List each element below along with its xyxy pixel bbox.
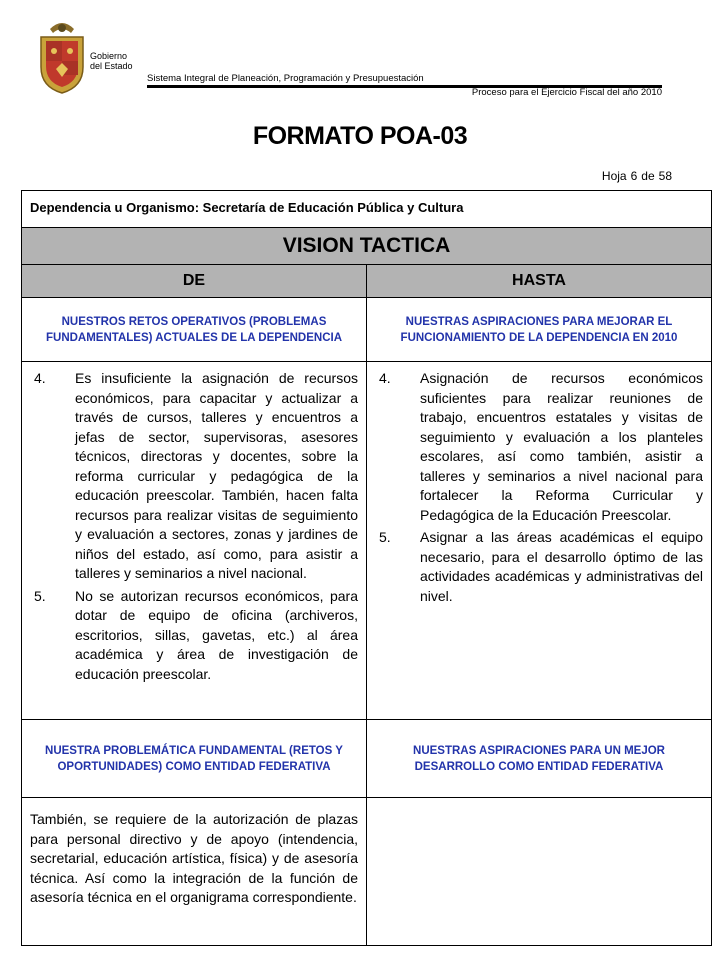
- column-from-header: DE: [22, 265, 367, 298]
- list-item: [30, 587, 358, 685]
- page-current: 6: [630, 169, 638, 183]
- challenges-list: [30, 369, 358, 684]
- government-line-1: Gobierno: [90, 51, 128, 61]
- government-label: [90, 51, 133, 71]
- item-number: 4.: [34, 370, 46, 386]
- federal-problems-cell: También, se requiere de la autorización de plazas para personal directivo y de apoyo (intendencia, secretarial, educación artística, física) y de asesoría técnica. Así como la integración de la función de asesoría técnica en el organigrama correspondiente.: [22, 798, 367, 946]
- list-item: [375, 528, 703, 606]
- item-text: Asignación de recursos económicos suficientes para realizar reuniones de trabajo, encuentros estatales y visitas de seguimiento y evaluación a los planteles escolares, así como también, asistir a talleres y seminarios a nivel nacional para fortalecer la Reforma Curricular y Pedagógica de la Educación Preescolar.: [420, 370, 703, 523]
- aspirations-2010-cell: [367, 362, 712, 720]
- system-name: Sistema Integral de Planeación, Programación y Presupuestación: [147, 73, 424, 84]
- aspirations-2010-heading: NUESTRAS ASPIRACIONES PARA MEJORAR EL FUNCIONAMIENTO DE LA DEPENDENCIA EN 2010: [367, 298, 712, 362]
- operational-challenges-cell: [22, 362, 367, 720]
- list-item: [375, 369, 703, 525]
- state-seal-logo: [36, 17, 88, 95]
- item-text: Es insuficiente la asignación de recursos económicos, para capacitar y actualizar a través de cursos, talleres y encuentros a jefas de sector, supervisoras, asesores técnicos, directoras y docentes, sobre la reforma curricular y pedagógica de la educación preescolar. También, hacen falta recursos para realizar visitas de seguimiento y evaluación a sectores, zonas y jardines de niños del estado, así como, para asistir a talleres y seminarios a nivel nacional.: [75, 370, 358, 581]
- federal-aspirations-heading: NUESTRAS ASPIRACIONES PARA UN MEJOR DESARROLLO COMO ENTIDAD FEDERATIVA: [367, 720, 712, 798]
- list-item: [30, 369, 358, 584]
- dependency-field: Dependencia u Organismo: Secretaría de Educación Pública y Cultura: [22, 191, 712, 228]
- item-number: 5.: [379, 529, 391, 545]
- government-line-2: del Estado: [90, 61, 133, 71]
- item-number: 5.: [34, 587, 46, 604]
- federal-problems-heading: NUESTRA PROBLEMÁTICA FUNDAMENTAL (RETOS Y OPORTUNIDADES) COMO ENTIDAD FEDERATIVA: [22, 720, 367, 798]
- page-label: Hoja: [601, 169, 627, 183]
- page-counter: [598, 169, 672, 183]
- aspirations-list: [375, 369, 703, 606]
- page-title: FORMATO POA-03: [252, 122, 468, 150]
- page-total: 58: [658, 169, 672, 183]
- item-text: No se autorizan recursos económicos, para dotar de equipo de oficina (archiveros, escritorios, sillas, gavetas, etc.) al área académica y área de investigación de educación preescolar.: [75, 587, 358, 682]
- page-of: de: [641, 169, 655, 183]
- federal-aspirations-cell: [367, 798, 712, 946]
- item-text: Asignar a las áreas académicas el equipo necesario, para el desarrollo óptimo de las actividades académicas y administrativas del nivel.: [420, 529, 703, 604]
- fiscal-process-label: Proceso para el Ejercicio Fiscal del año 2010: [471, 87, 662, 98]
- operational-challenges-heading: NUESTROS RETOS OPERATIVOS (PROBLEMAS FUNDAMENTALES) ACTUALES DE LA DEPENDENCIA: [22, 298, 367, 362]
- item-number: 4.: [379, 370, 391, 386]
- column-to-header: HASTA: [367, 265, 712, 298]
- vision-tactica-header: VISION TACTICA: [22, 228, 712, 265]
- poa-table: [21, 190, 712, 946]
